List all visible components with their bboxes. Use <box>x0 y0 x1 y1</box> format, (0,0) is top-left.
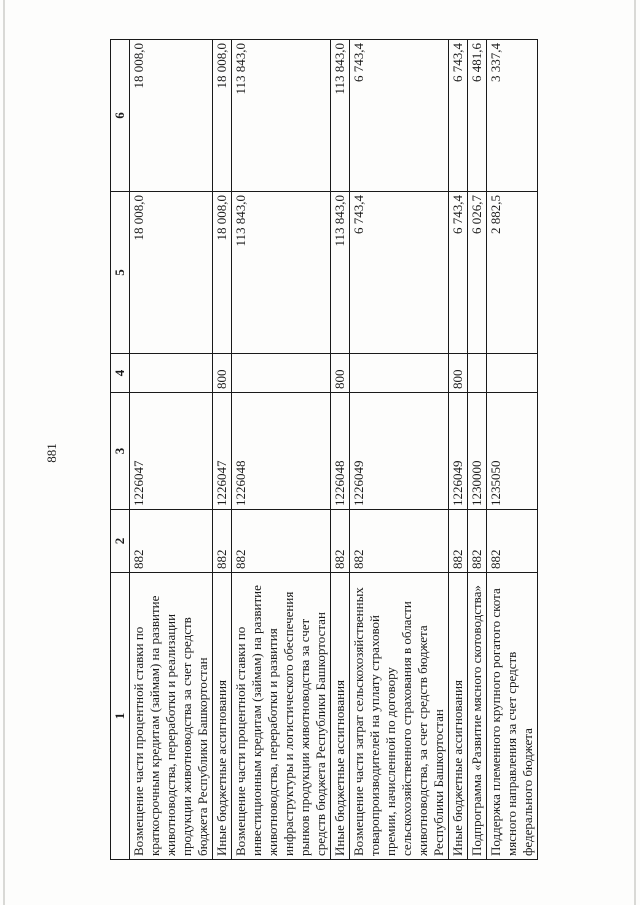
row-amount-5: 6 026,7 <box>468 192 487 354</box>
row-target-code: 1230000 <box>468 393 487 510</box>
col-header-3: 3 <box>111 393 130 510</box>
table-row <box>213 40 232 860</box>
table-row <box>350 40 449 860</box>
row-target-code: 1226048 <box>232 393 331 510</box>
col-header-1: 1 <box>111 573 130 860</box>
row-amount-5: 6 743,4 <box>449 192 468 354</box>
row-amount-6: 113 843,0 <box>232 40 331 192</box>
row-expense-type <box>487 354 538 393</box>
row-ministry-code: 882 <box>331 510 350 573</box>
row-ministry-code: 882 <box>232 510 331 573</box>
table-row <box>449 40 468 860</box>
row-amount-6: 113 843,0 <box>331 40 350 192</box>
table-row <box>130 40 213 860</box>
row-expense-type: 800 <box>331 354 350 393</box>
row-amount-5: 113 843,0 <box>232 192 331 354</box>
scan-edge-right <box>634 0 636 905</box>
row-description: Возмещение части затрат сельскохозяйственных товаропроизводителей на уплату страховой премии, начисленной по договору сельскохозяйственного страхования в области животноводства, за счет средств бюджета Республики Башкортостан <box>350 573 449 860</box>
row-ministry-code: 882 <box>130 510 213 573</box>
col-header-4: 4 <box>111 354 130 393</box>
row-ministry-code: 882 <box>350 510 449 573</box>
row-description: Подпрограмма «Развитие мясного скотоводства» <box>468 573 487 860</box>
row-amount-5: 113 843,0 <box>331 192 350 354</box>
table-row <box>331 40 350 860</box>
table-row <box>487 40 538 860</box>
row-amount-5: 18 008,0 <box>213 192 232 354</box>
row-amount-6: 3 337,4 <box>487 40 538 192</box>
row-expense-type <box>468 354 487 393</box>
col-header-5: 5 <box>111 192 130 354</box>
row-amount-5: 6 743,4 <box>350 192 449 354</box>
row-amount-5: 2 882,5 <box>487 192 538 354</box>
row-ministry-code: 882 <box>468 510 487 573</box>
row-description: Иные бюджетные ассигнования <box>213 573 232 860</box>
row-description: Поддержка племенного крупного рогатого скота мясного направления за счет средств федерального бюджета <box>487 573 538 860</box>
row-amount-5: 18 008,0 <box>130 192 213 354</box>
row-description: Возмещение части процентной ставки по краткосрочным кредитам (займам) на развитие животноводства, переработки и реализации продукции животноводства за счет средств бюджета Республики Башкортостан <box>130 573 213 860</box>
row-description: Иные бюджетные ассигнования <box>331 573 350 860</box>
table-row <box>468 40 487 860</box>
row-expense-type <box>130 354 213 393</box>
page-number: 881 <box>44 443 59 463</box>
row-ministry-code: 882 <box>487 510 538 573</box>
row-description: Иные бюджетные ассигнования <box>449 573 468 860</box>
budget-table <box>110 39 538 860</box>
col-header-2: 2 <box>111 510 130 573</box>
row-expense-type <box>232 354 331 393</box>
table-row <box>232 40 331 860</box>
row-target-code: 1226047 <box>213 393 232 510</box>
row-target-code: 1226048 <box>331 393 350 510</box>
budget-table-container <box>110 40 535 860</box>
row-ministry-code: 882 <box>449 510 468 573</box>
row-description: Возмещение части процентной ставки по инвестиционным кредитам (займам) на развитие животноводства, переработки и развития инфраструктуры и логистического обеспечения рынков продукции животноводства за счет средств бюджета Республики Башкортостан <box>232 573 331 860</box>
row-amount-6: 6 743,4 <box>350 40 449 192</box>
row-target-code: 1235050 <box>487 393 538 510</box>
row-target-code: 1226047 <box>130 393 213 510</box>
row-amount-6: 18 008,0 <box>213 40 232 192</box>
row-target-code: 1226049 <box>350 393 449 510</box>
scan-edge-left <box>3 0 5 905</box>
table-header-row <box>111 40 130 860</box>
row-expense-type: 800 <box>449 354 468 393</box>
row-expense-type <box>350 354 449 393</box>
row-amount-6: 6 743,4 <box>449 40 468 192</box>
row-amount-6: 6 481,6 <box>468 40 487 192</box>
row-amount-6: 18 008,0 <box>130 40 213 192</box>
row-expense-type: 800 <box>213 354 232 393</box>
row-ministry-code: 882 <box>213 510 232 573</box>
row-target-code: 1226049 <box>449 393 468 510</box>
col-header-6: 6 <box>111 40 130 192</box>
